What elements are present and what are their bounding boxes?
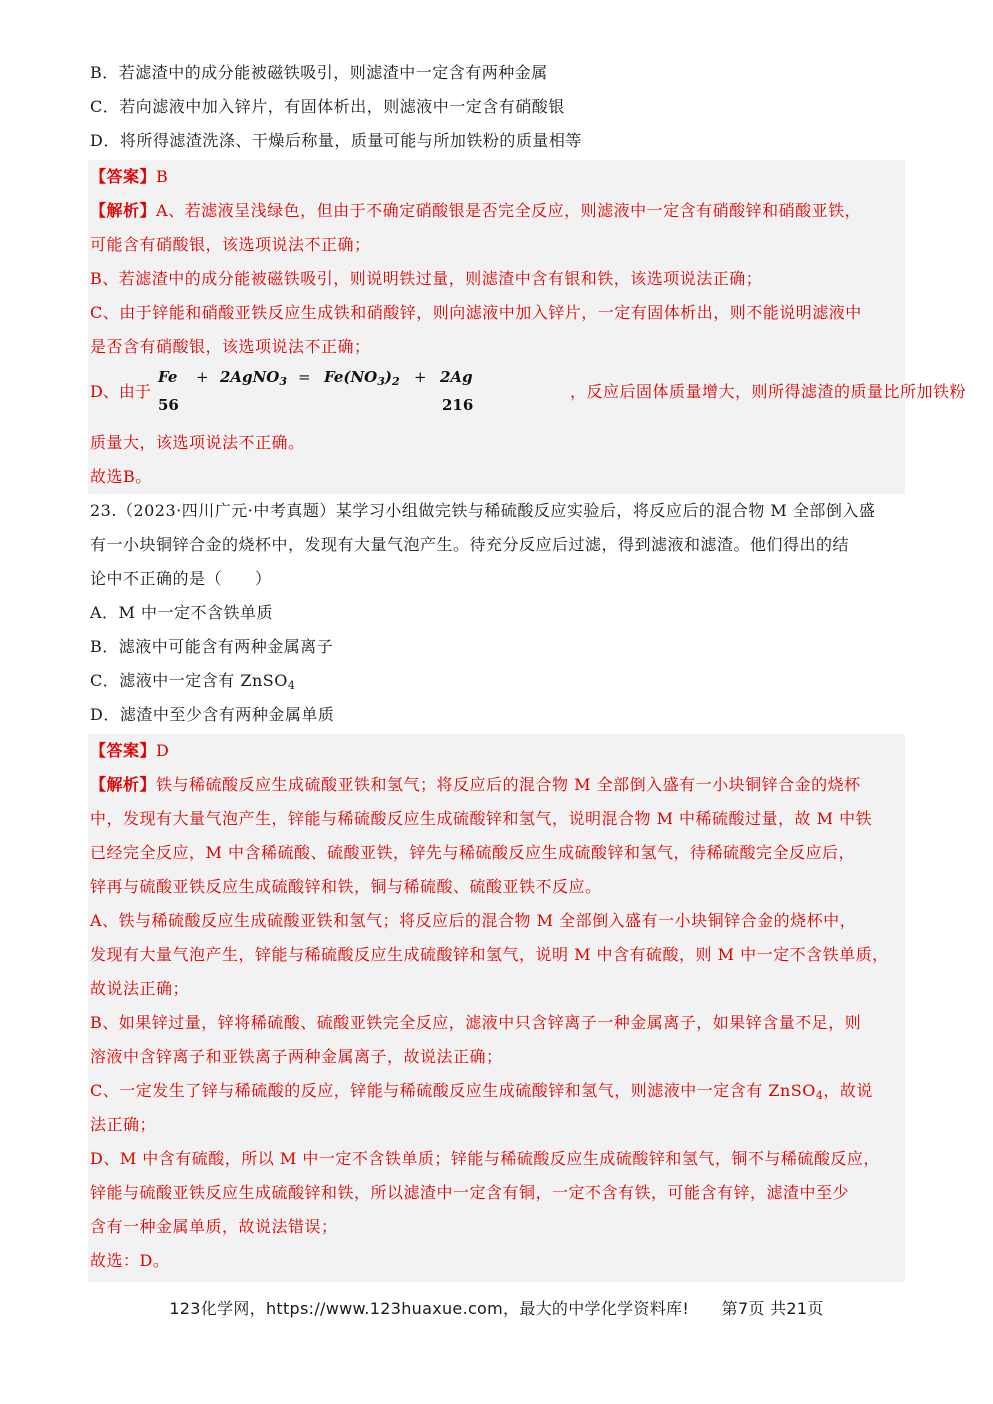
answer-value: B xyxy=(156,167,169,186)
analysis-text: A、若滤液呈浅绿色，但由于不确定硝酸银是否完全反应，则滤液中一定含有硝酸锌和硝酸亚铁， xyxy=(156,201,862,220)
q23-analysis-line: 中，发现有大量气泡产生，锌能与稀硫酸反应生成硫酸锌和氢气，说明混合物 M 中稀硫酸过量，故 M 中铁 xyxy=(90,809,873,828)
equation-plus: + xyxy=(196,368,209,386)
equation-tail: ，反应后固体质量增大，则所得滤渣的质量比所加铁粉 xyxy=(570,382,967,401)
q23-analysis-line: 故说法正确； xyxy=(90,979,190,998)
q23-stem: 23.（2023·四川广元·中考真题）某学习小组做完铁与稀硫酸反应实验后，将反应后的混合物 M 全部倒入盛 xyxy=(90,501,876,520)
analysis-tag: 【解析】 xyxy=(90,201,157,220)
q23-analysis-line: C、一定发生了锌与稀硫酸的反应，锌能与稀硫酸反应生成硫酸锌和氢气，则滤液中一定含有 ZnSO$_4$，故说 xyxy=(90,1081,873,1102)
equation-agno3: 2AgNO$_3$ xyxy=(220,368,287,388)
analysis-text: 铁与稀硫酸反应生成硫酸亚铁和氢气；将反应后的混合物 M 全部倒入盛有一小块铜锌合金的烧杯 xyxy=(156,775,861,794)
q22-analysis-line: C、由于锌能和硝酸亚铁反应生成铁和硝酸锌，则向滤液中加入锌片，一定有固体析出，则不能说明滤液中 xyxy=(90,303,862,322)
chemical-equation xyxy=(90,366,967,426)
q23-analysis-line xyxy=(90,768,905,802)
q23-option-a: A．M 中一定不含铁单质 xyxy=(90,603,274,622)
answer-tag: 【答案】 xyxy=(90,167,157,186)
equation-fe: Fe xyxy=(158,368,178,386)
q22-analysis-line: B、若滤渣中的成分能被磁铁吸引，则说明铁过量，则滤渣中含有银和铁，该选项说法正确； xyxy=(90,269,763,288)
analysis-tag: 【解析】 xyxy=(90,775,157,794)
equation-equals: = xyxy=(298,368,311,386)
equation-plus: + xyxy=(414,368,427,386)
q22-analysis-line: 是否含有硝酸银，该选项说法不正确； xyxy=(90,337,371,356)
q22-analysis-line: 质量大，该选项说法不正确。 xyxy=(90,433,305,452)
q23-analysis-line: 发现有大量气泡产生，锌能与稀硫酸反应生成硫酸锌和氢气，说明 M 中含有硫酸，则 M 中一定不含铁单质， xyxy=(90,945,889,964)
answer-tag: 【答案】 xyxy=(90,741,157,760)
q22-option-b: B．若滤渣中的成分能被磁铁吸引，则滤渣中一定含有两种金属 xyxy=(90,63,548,82)
q22-option-d: D．将所得滤渣洗涤、干燥后称量，质量可能与所加铁粉的质量相等 xyxy=(90,131,582,150)
q23-analysis-line: 含有一种金属单质，故说法错误； xyxy=(90,1217,338,1236)
q23-analysis-line: 锌能与硫酸亚铁反应生成硫酸锌和铁，所以滤渣中一定含有铜，一定不含有铁，可能含有锌，滤渣中至少 xyxy=(90,1183,850,1202)
q23-analysis-line: 法正确； xyxy=(90,1115,157,1134)
equation-fe-no3-2: $Fe(NO_3)_2$ xyxy=(324,368,400,388)
q23-stem: 有一小块铜锌合金的烧杯中，发现有大量气泡产生。待充分反应后过滤，得到滤液和滤渣。他们得出的结 xyxy=(90,535,850,554)
answer-value: D xyxy=(156,741,170,760)
q22-answer xyxy=(90,160,905,194)
q23-option-d: D．滤渣中至少含有两种金属单质 xyxy=(90,705,335,724)
q23-analysis-line: 已经完全反应，M 中含稀硫酸、硫酸亚铁，锌先与稀硫酸反应生成硫酸锌和氢气，待稀硫酸完全反应后， xyxy=(90,843,855,862)
equation-mass-ag: 216 xyxy=(442,396,474,414)
equation-lead: D、由于 xyxy=(90,382,151,401)
q23-option-c: C．滤液中一定含有 ZnSO$_4$ xyxy=(90,671,296,692)
q23-option-b: B．滤液中可能含有两种金属离子 xyxy=(90,637,334,656)
q23-answer xyxy=(90,734,905,768)
q23-conclusion: 故选：D。 xyxy=(90,1251,170,1270)
equation-ag: 2Ag xyxy=(440,368,473,386)
q22-conclusion: 故选B。 xyxy=(90,467,152,486)
q23-analysis-line: 锌再与硫酸亚铁反应生成硫酸锌和铁，铜与稀硫酸、硫酸亚铁不反应。 xyxy=(90,877,602,896)
q23-stem: 论中不正确的是（ ） xyxy=(90,569,272,588)
q22-analysis-line: 可能含有硝酸银，该选项说法不正确； xyxy=(90,235,371,254)
q23-analysis-line: D、M 中含有硫酸，所以 M 中一定不含铁单质；锌能与稀硫酸反应生成硫酸锌和氢气，铜不与稀硫酸反应， xyxy=(90,1149,880,1168)
q22-analysis-line xyxy=(90,194,905,228)
q23-analysis-line: B、如果锌过量，锌将稀硫酸、硫酸亚铁完全反应，滤液中只含锌离子一种金属离子，如果锌含量不足，则 xyxy=(90,1013,862,1032)
q22-option-c: C．若向滤液中加入锌片，有固体析出，则滤液中一定含有硝酸银 xyxy=(90,97,565,116)
q23-analysis-line: 溶液中含锌离子和亚铁离子两种金属离子，故说法正确； xyxy=(90,1047,503,1066)
equation-mass-fe: 56 xyxy=(158,396,179,414)
q23-analysis-line: A、铁与稀硫酸反应生成硫酸亚铁和氢气；将反应后的混合物 M 全部倒入盛有一小块铜锌合金的烧杯中， xyxy=(90,911,857,930)
page-footer: 123化学网，https://www.123huaxue.com，最大的中学化学资料库! 第7页 共21页 xyxy=(169,1299,824,1318)
